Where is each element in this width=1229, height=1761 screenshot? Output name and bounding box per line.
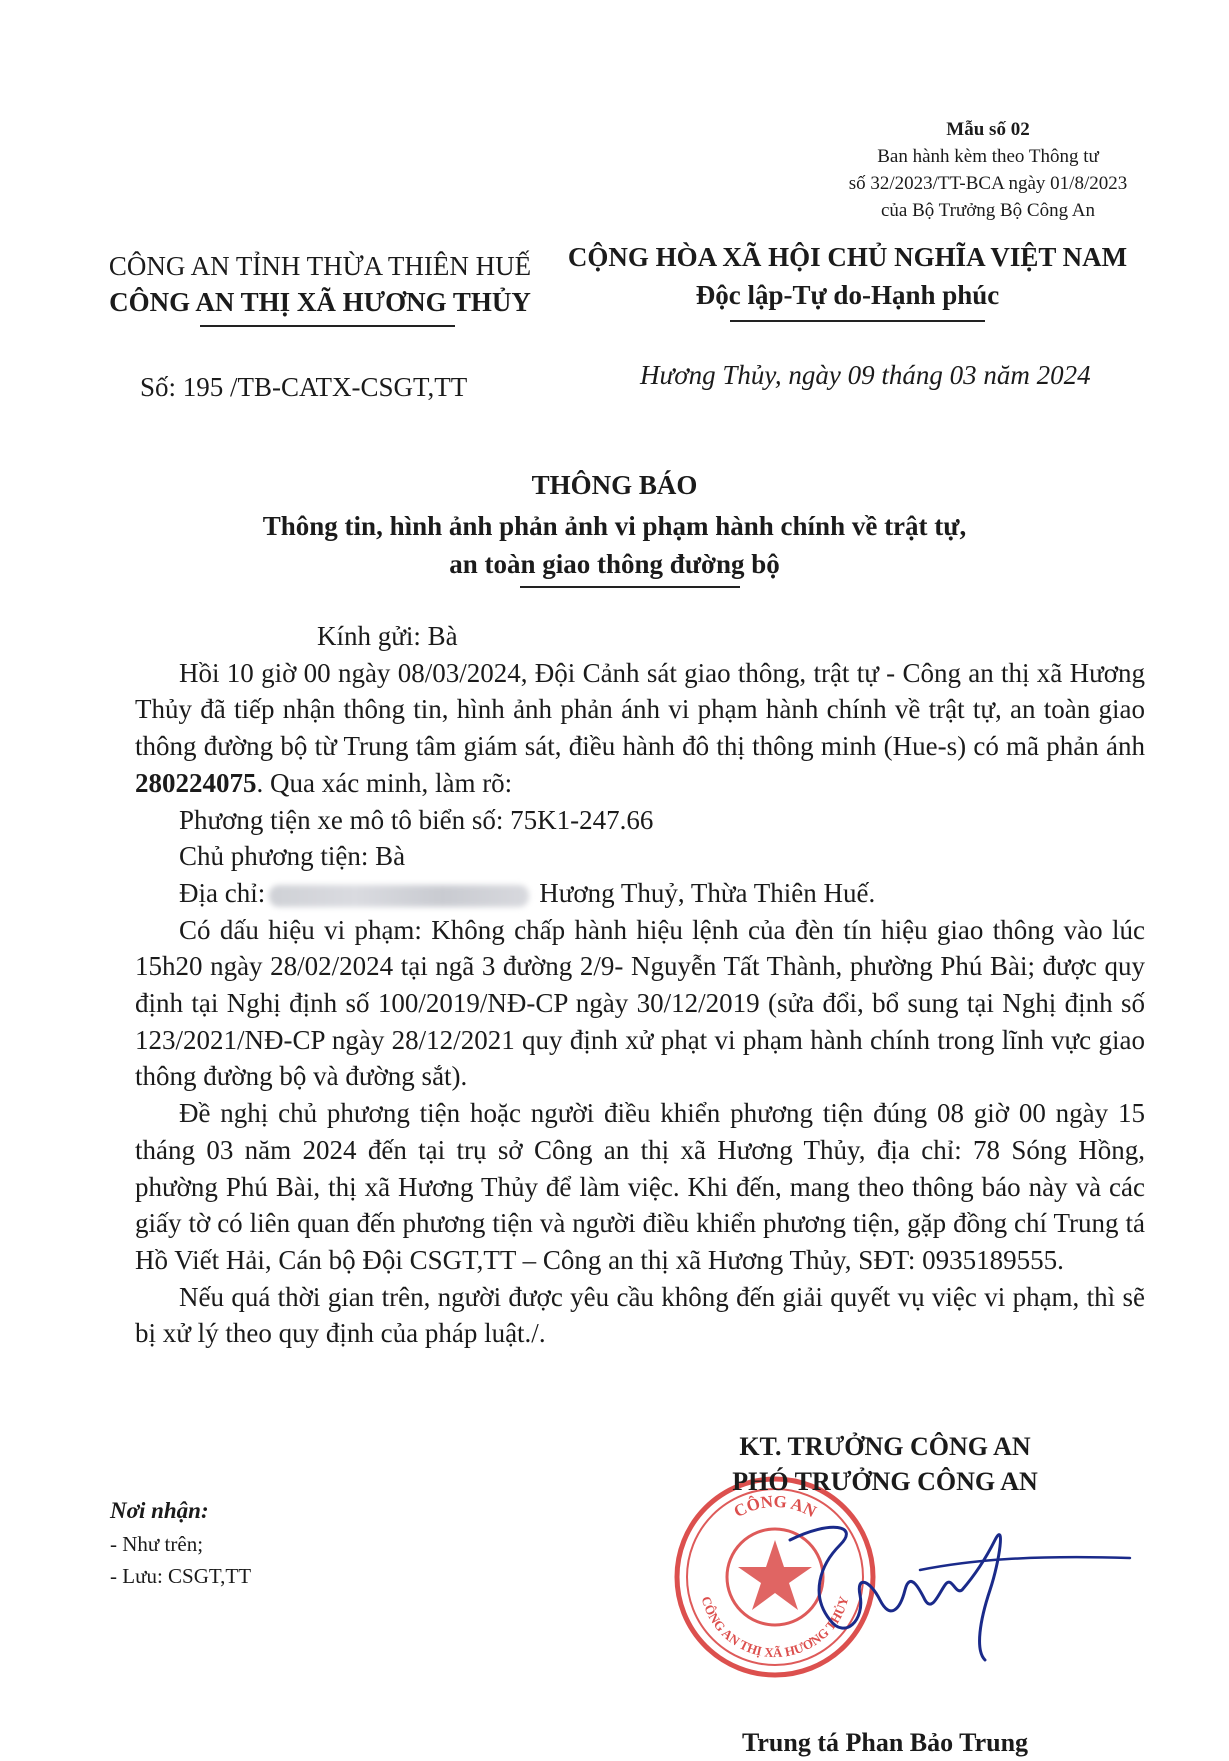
paragraph-violation: Có dấu hiệu vi phạm: Không chấp hành hiệu lệnh của đèn tín hiệu giao thông vào lúc 15h20 ngày 28/02/2024 tại ngã 3 đường 2/9- Nguyễn Tất Thành, phường Phú Bài; được quy định tại Nghị định số 100/2019/NĐ-CP ngày 30/12/2019 (sửa đổi, bổ sung tại Nghị định số 123/2021/NĐ-CP ngày 28/12/2021 quy định xử phạt vi phạm hành chính trong lĩnh vực giao thông đường bộ và đường sắt).: [135, 914, 1145, 1092]
form-note-line3: của Bộ Trưởng Bộ Công An: [880, 200, 1096, 221]
agency-underline: [200, 325, 455, 327]
signer-name: Trung tá Phan Bảo Trung: [741, 1728, 1029, 1757]
subtitle-underline: [520, 586, 740, 588]
recipient-item: - Lưu: CSGT,TT: [110, 1564, 252, 1588]
place-date: Hương Thủy, ngày 09 tháng 03 năm 2024: [640, 360, 1091, 390]
vehicle-line: Phương tiện xe mô tô biển số: 75K1-247.66: [179, 804, 654, 835]
agency-header: [85, 248, 555, 320]
recipient-item: - Như trên;: [110, 1532, 204, 1556]
nation-name: CỘNG HÒA XÃ HỘI CHỦ NGHĨA VIỆT NAM: [567, 242, 1128, 272]
agency-parent: CÔNG AN TỈNH THỪA THIÊN HUẾ: [108, 251, 532, 281]
agency-name: CÔNG AN THỊ XÃ HƯƠNG THỦY: [109, 287, 531, 317]
document-subtitle: [0, 507, 1229, 583]
form-number: Mẫu số 02: [946, 119, 1030, 140]
paragraph-request: Đề nghị chủ phương tiện hoặc người điều khiển phương tiện đúng 08 giờ 00 ngày 15 tháng 03 năm 2024 đến tại trụ sở Công an thị xã Hương Thủy, địa chỉ: 78 Sóng Hồng, phường Phú Bài, thị xã Hương Thủy để làm việc. Khi đến, mang theo thông báo này và các giấy tờ có liên quan đến phương tiện và người điều khiển phương tiện, gặp đồng chí Trung tá Hồ Viết Hải, Cán bộ Đội CSGT,TT – Công an thị xã Hương Thủy, SĐT: 0935189555.: [135, 1098, 1145, 1275]
recipients-title: Nơi nhận:: [110, 1498, 209, 1523]
nation-motto: Độc lập-Tự do-Hạnh phúc: [695, 280, 1000, 310]
motto-underline: [730, 320, 985, 322]
redacted-address: [269, 885, 529, 907]
seal-text-top: CÔNG AN: [730, 1491, 820, 1522]
address-line: Địa chỉ: Hương Thuỷ, Thừa Thiên Huế.: [179, 877, 876, 908]
greeting: Kính gửi: Bà: [317, 621, 458, 651]
paragraph-intro: Hồi 10 giờ 00 ngày 08/03/2024, Đội Cảnh sát giao thông, trật tự - Công an thị xã Hương Thủy đã tiếp nhận thông tin, hình ảnh phản ánh vi phạm hành chính về trật tự, an toàn giao thông đường bộ từ Trung tâm giám sát, điều hành đô thị thông minh (Hue-s) có mã phản ánh 280224075. Qua xác minh, làm rõ:: [135, 657, 1145, 798]
subtitle-line1: Thông tin, hình ảnh phản ảnh vi phạm hành chính về trật tự,: [262, 511, 967, 541]
form-note: [818, 116, 1158, 224]
document-body: [135, 618, 1145, 1352]
signature-title-2: PHÓ TRƯỞNG CÔNG AN: [732, 1467, 1038, 1496]
form-note-line2: số 32/2023/TT-BCA ngày 01/8/2023: [848, 173, 1128, 194]
owner-line: Chủ phương tiện: Bà: [179, 841, 406, 872]
signature-title-1: KT. TRƯỞNG CÔNG AN: [739, 1432, 1031, 1461]
report-code: 280224075: [135, 767, 257, 798]
handwritten-signature-icon: [770, 1500, 1150, 1680]
document-title: THÔNG BÁO: [531, 470, 698, 500]
document-number: Số: 195 /TB-CATX-CSGT,TT: [140, 372, 468, 402]
paragraph-warning: Nếu quá thời gian trên, người được yêu cầu không đến giải quyết vụ việc vi phạm, thì sẽ bị xử lý theo quy định của pháp luật./.: [135, 1281, 1145, 1349]
seal-text-bottom: CÔNG AN THỊ XÃ HƯƠNG THỦY: [698, 1594, 852, 1661]
form-note-line1: Ban hành kèm theo Thông tư: [877, 146, 1099, 167]
subtitle-line2: an toàn giao thông đường bộ: [449, 549, 780, 579]
nation-header: [565, 238, 1130, 314]
